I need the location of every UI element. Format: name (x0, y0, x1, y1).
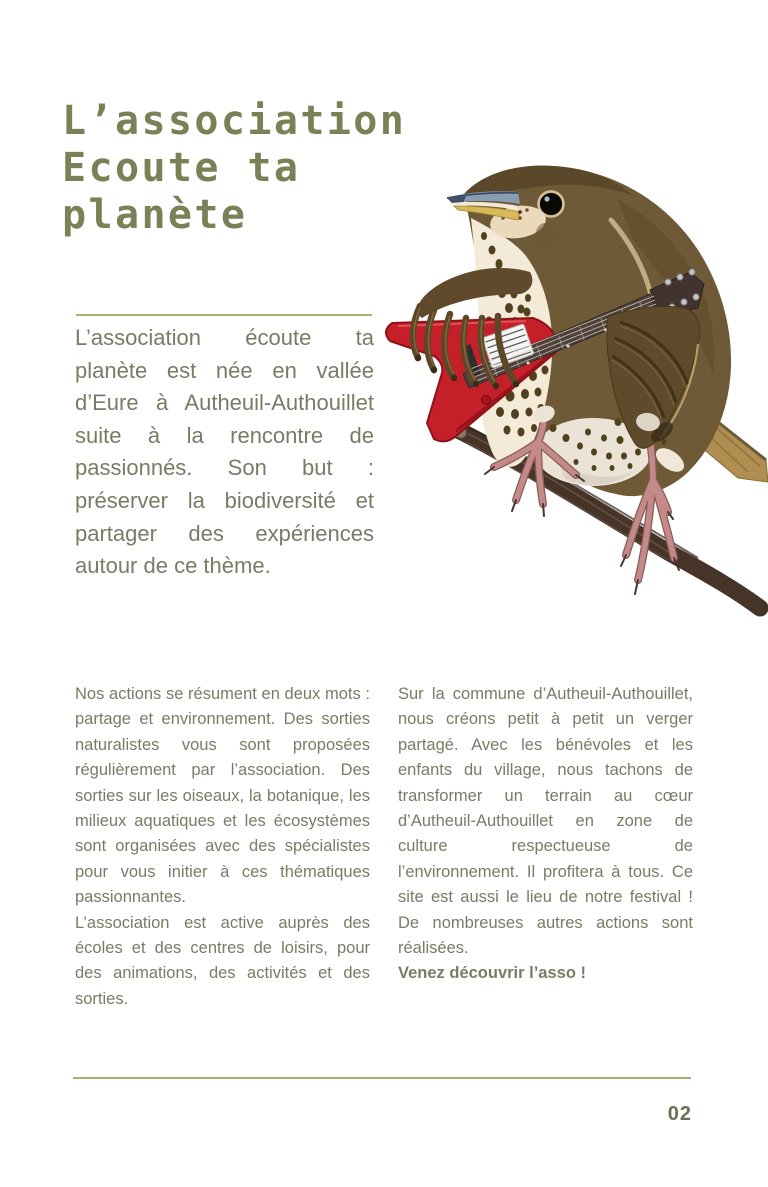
bottom-divider (73, 1077, 691, 1079)
bird-guitar-illustration (368, 160, 768, 630)
intro-paragraph: L’association écoute ta planète est née en vallée d’Eure à Autheuil-Authouillet suite à la rencontre de passionnés. Son but : préserver la biodiversité et partager des expériences autour de ce thème. (75, 325, 374, 579)
left-column-paragraph-1: Nos actions se résument en deux mots : partage et environnement. Des sorties naturalistes vous sont proposées régulièrement par l’association. Des sorties sur les oiseaux, la botanique, les milieux aquatiques et les écosystèmes sont organisées avec des spécialistes pour vous initier à ces thématiques passionnantes. (75, 685, 370, 907)
right-column-paragraph-1: Sur la commune d’Autheuil-Authouillet, nous créons petit à petit un verger partagé. Avec les bénévoles et les enfants du village, nous tachons de transformer un terrain au cœur d’Autheuil-Authouillet en zone de culture respectueuse de l’environnement. Il profitera à tous. Ce site est aussi le lieu de notre festival ! De nombreuses autres actions sont réalisées. (398, 685, 693, 958)
two-column-body (75, 682, 693, 1012)
page-number: 02 (667, 1103, 692, 1125)
body-column-left (75, 682, 370, 1012)
body-column-right (398, 682, 693, 1012)
right-column-cta: Venez découvrir l’asso ! (398, 964, 586, 983)
bird-eye (539, 192, 564, 217)
top-divider (76, 314, 372, 316)
page-title-line-2: Ecoute ta (62, 145, 301, 191)
page-title-line-1: L’association (62, 98, 407, 144)
page-title (62, 98, 406, 239)
page-title-line-3: planète (62, 192, 248, 238)
left-column-paragraph-2: L’association est active auprès des écoles et des centres de loisirs, pour des animations, des activités et des sorties. (75, 913, 370, 1008)
